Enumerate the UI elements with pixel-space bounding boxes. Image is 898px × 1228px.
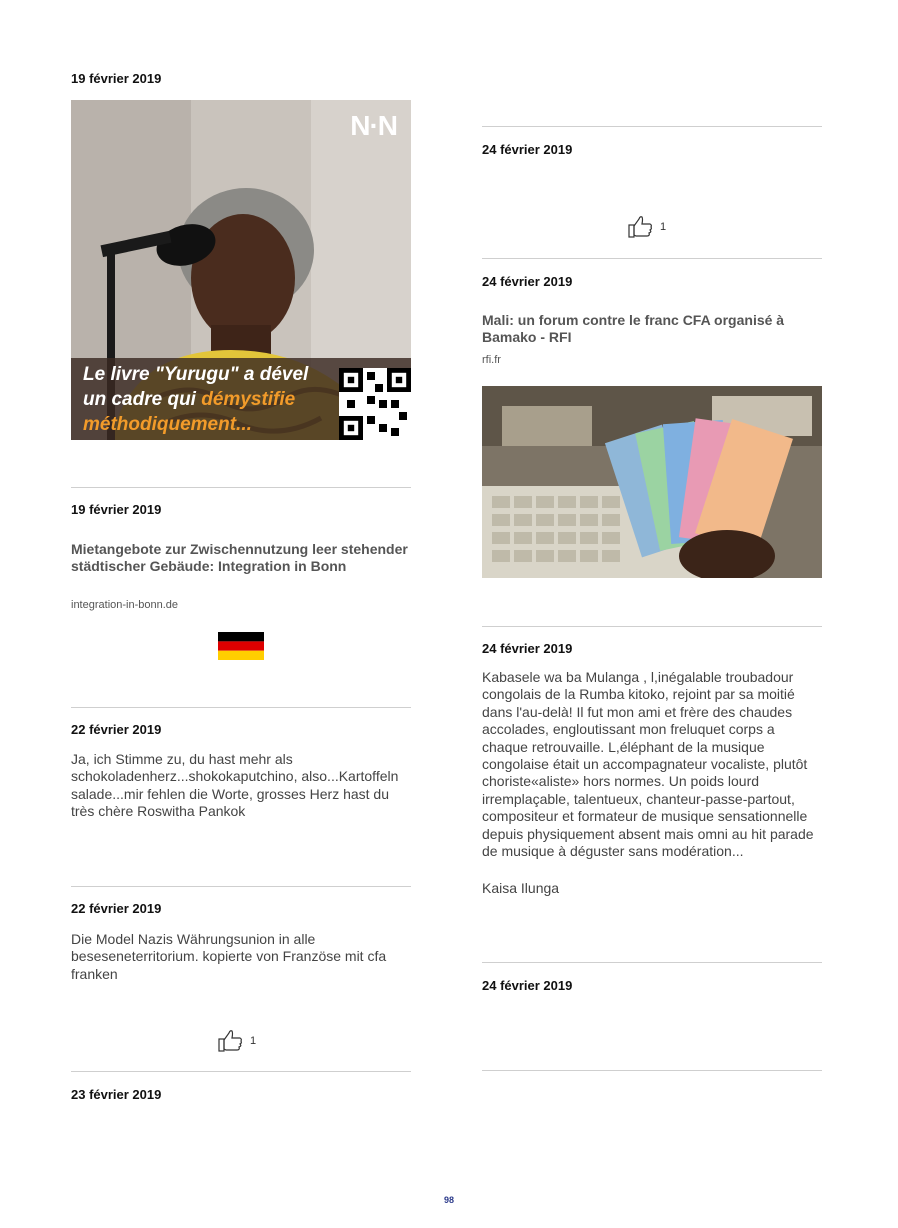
like-button[interactable] xyxy=(218,1029,256,1053)
divider xyxy=(71,487,411,488)
qr-code-icon xyxy=(339,368,411,440)
divider xyxy=(482,962,822,963)
like-count: 1 xyxy=(660,221,667,233)
post-signature: Kaisa Ilunga xyxy=(482,880,560,896)
like-button[interactable] xyxy=(628,215,666,239)
thumbs-up-icon xyxy=(218,1029,244,1053)
link-domain[interactable]: integration-in-bonn.de xyxy=(71,599,179,611)
page-number: 98 xyxy=(443,1195,454,1205)
post-image[interactable] xyxy=(482,386,822,578)
post-date: 24 février 2019 xyxy=(482,142,573,157)
post-date: 22 février 2019 xyxy=(71,901,162,916)
divider xyxy=(482,626,822,627)
divider xyxy=(71,1071,411,1072)
divider xyxy=(482,258,822,259)
caption-line: Le livre "Yurugu" a dével xyxy=(83,364,309,385)
post-text: Kabasele wa ba Mulanga , l,inégalable troubadour congolais de la Rumba kitoko, rejoint par sa moitié dans l'au-delà! Il fut mon ami et frère des chaudes accolades, engloutissant mon freluquet corps a chaque retrouvaille. L,éléphant de la musique congolaise était un accompagnateur vocaliste, plutôt choriste«aliste» hors normes. Un poids lourd irremplaçable, talentueux, chanteur-passe-partout, compositeur et formateur de musique sensationnelle depuis physiquement absent mais omni au hit parade de musique à déguster sans modération... xyxy=(482,669,814,860)
post-date: 24 février 2019 xyxy=(482,274,573,289)
post-date: 24 février 2019 xyxy=(482,641,573,656)
thumbs-up-icon xyxy=(628,215,654,239)
germany-flag-icon xyxy=(218,632,264,660)
post-text: Ja, ich Stimme zu, du hast mehr als schokoladenherz...shokokaputchino, also...Kartoffeln salade...mir fehlen die Worte, grosses Herz hast du très chère Roswitha Pankok xyxy=(71,751,399,820)
divider xyxy=(71,886,411,887)
like-count: 1 xyxy=(250,1035,257,1047)
post-text: Die Model Nazis Währungsunion in alle beseseneterritorium. kopierte von Französe mit cfa franken xyxy=(71,931,387,982)
divider xyxy=(71,707,411,708)
link-title[interactable]: Mali: un forum contre le franc CFA organisé à Bamako - RFI xyxy=(482,312,785,345)
caption-line: méthodiquement... xyxy=(83,414,252,435)
post-date: 22 février 2019 xyxy=(71,722,162,737)
divider xyxy=(482,126,822,127)
post-date: 24 février 2019 xyxy=(482,978,573,993)
post-date: 19 février 2019 xyxy=(71,502,162,517)
post-date: 23 février 2019 xyxy=(71,1087,162,1102)
link-domain[interactable]: rfi.fr xyxy=(482,354,501,366)
media-logo: N·N xyxy=(350,110,397,141)
link-title[interactable]: Mietangebote zur Zwischennutzung leer stehender städtischer Gebäude: Integration in Bonn xyxy=(71,541,408,574)
caption-line: un cadre qui démystifie xyxy=(83,389,296,410)
cfa-banknotes-photo xyxy=(482,386,822,578)
post-date: 19 février 2019 xyxy=(71,71,162,86)
divider xyxy=(482,1070,822,1071)
post-image[interactable] xyxy=(71,100,411,440)
